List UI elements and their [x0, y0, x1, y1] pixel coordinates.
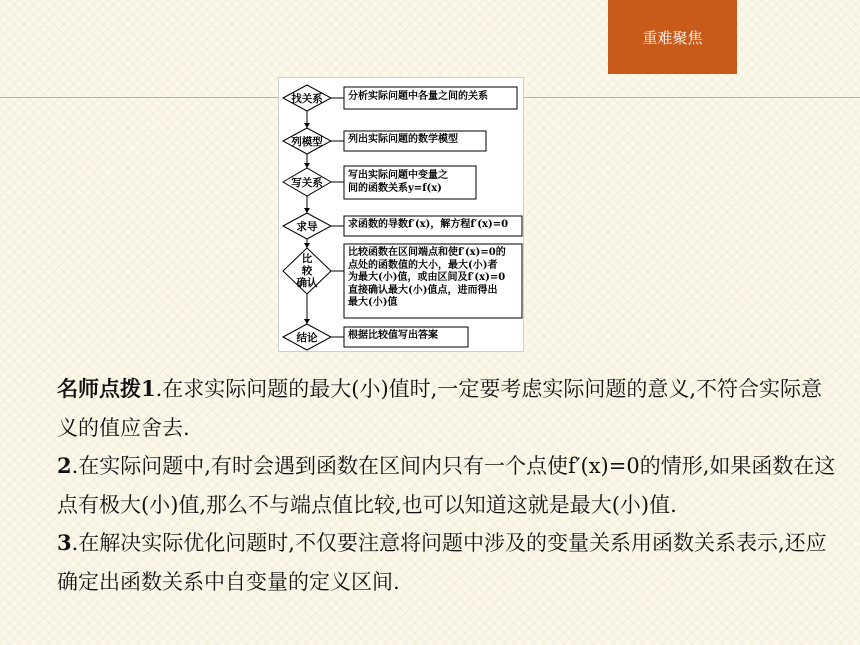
- note-number: 1: [141, 376, 156, 401]
- teacher-notes: [57, 370, 837, 601]
- step-desc-2: 列出实际问题的数学模型: [348, 134, 458, 145]
- step-desc-5-line: 直接确认最大(小)值点，进而得出: [348, 284, 498, 296]
- step-label-1: 找关系: [291, 93, 323, 105]
- step-desc-4: 求函数的导数f′(x)，解方程f′(x)=0: [348, 219, 509, 230]
- step-desc-5-line: 最大(小)值: [348, 297, 398, 308]
- notes-heading: 名师点拨: [57, 376, 141, 401]
- step-label-5: [288, 253, 326, 289]
- step-desc-3: [348, 170, 448, 195]
- note-number: 3: [57, 530, 72, 555]
- step-desc-5-line: 点处的函数值的大小，最大(小)者: [348, 259, 498, 271]
- step-desc-5-line: 为最大(小)值，或由区间及f′(x)=0: [348, 272, 506, 283]
- step-desc-6: 根据比较值写出答案: [348, 330, 438, 341]
- step-desc-5-line: 比较函数在区间端点和使f′(x)=0的: [348, 247, 506, 258]
- step-desc-5: [348, 247, 506, 310]
- note-number: 2: [57, 453, 72, 478]
- step-label-5-line: 比: [301, 253, 313, 265]
- note-text: .在解决实际优化问题时,不仅要注意将问题中涉及的变量关系用函数关系表示,还应确定出函数关系中自变量的定义区间.: [57, 531, 827, 594]
- step-label-6: 结论: [296, 332, 318, 344]
- flowchart: [278, 77, 524, 352]
- note-text: .在实际问题中,有时会遇到函数在区间内只有一个点使f′(x)=0的情形,如果函数在这点有极大(小)值,那么不与端点值比较,也可以知道这就是最大(小)值.: [57, 454, 836, 517]
- step-desc-3-line: 写出实际问题中变量之: [348, 170, 448, 181]
- note-1: [57, 370, 837, 447]
- step-label-4: 求导: [296, 221, 318, 233]
- section-tab[interactable]: 重难聚焦: [608, 0, 737, 74]
- note-2: [57, 447, 837, 524]
- note-text: .在求实际问题的最大(小)值时,一定要考虑实际问题的意义,不符合实际意义的值应舍去.: [57, 377, 823, 440]
- step-label-3: 写关系: [291, 177, 323, 189]
- step-label-2: 列模型: [291, 136, 323, 148]
- step-label-5-line: 较: [301, 265, 313, 277]
- step-desc-3-line: 间的函数关系y=f(x): [348, 182, 442, 194]
- step-label-5-line: 确认: [296, 277, 318, 289]
- flowchart-graphics: [279, 78, 525, 353]
- step-desc-1: 分析实际问题中各量之间的关系: [348, 91, 488, 102]
- note-3: [57, 524, 837, 601]
